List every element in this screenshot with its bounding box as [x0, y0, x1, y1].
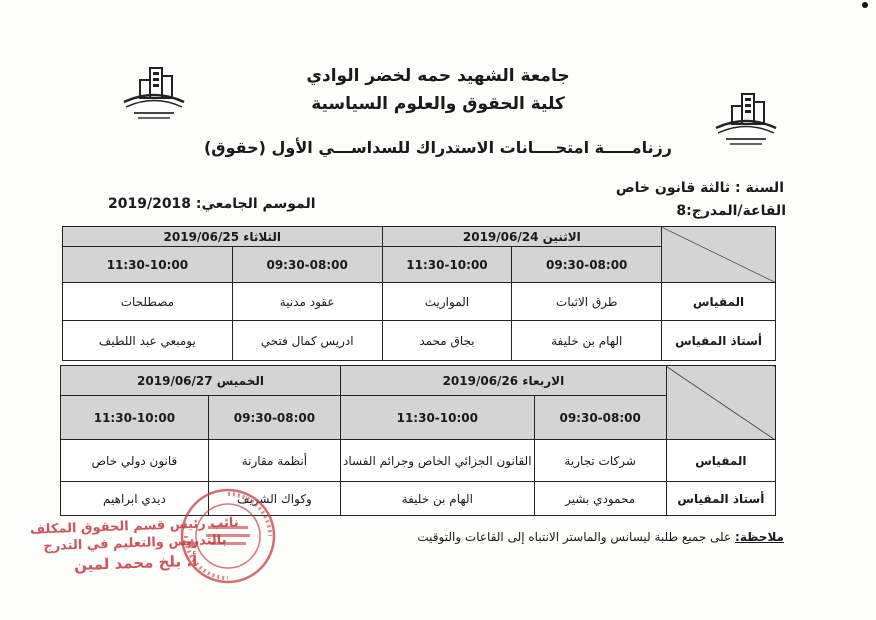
signature-line1: نائب رئيس قسم الحقوق المكلف — [29, 515, 239, 538]
time-cell: 09:30-08:00 — [512, 247, 662, 283]
note-label: ملاحظة: — [735, 530, 784, 544]
subject-cell: أنظمة مقارنة — [208, 440, 340, 482]
time-cell: 09:30-08:00 — [232, 247, 382, 283]
day-row — [63, 227, 776, 247]
document-title: رزنامـــــة امتحــــانات الاستدراك للسداســـي الأول (حقوق) — [203, 138, 673, 157]
hall-label: القاعة/المدرج:8 — [676, 203, 786, 219]
day-cell: الثلاثاء 2019/06/25 — [63, 227, 383, 247]
scan-dot — [862, 2, 868, 8]
day-row — [61, 366, 776, 396]
subject-row-label: المقياس — [666, 440, 775, 482]
subject-cell: مصطلحات — [63, 283, 233, 321]
time-cell: 09:30-08:00 — [208, 396, 340, 440]
professor-cell: يومبعي عبد اللطيف — [63, 321, 233, 361]
schedule-table-week2 — [60, 365, 776, 516]
subject-row — [63, 283, 776, 321]
professor-row-label: أستاذ المقياس — [662, 321, 776, 361]
day-cell: الاثنين 2019/06/24 — [382, 227, 662, 247]
subject-cell: عقود مدنية — [232, 283, 382, 321]
professor-row — [63, 321, 776, 361]
corner-cell — [666, 366, 775, 440]
subject-cell: المواريث — [382, 283, 512, 321]
year-label: السنة : ثالثة قانون خاص — [615, 180, 784, 196]
signature-line2: بالتدريس والتعليم في التدرج — [43, 532, 227, 555]
subject-cell: طرق الاثبات — [512, 283, 662, 321]
note-text: على جميع طلبة ليسانس والماستر الانتباه إلى القاعات والتوقيت — [417, 530, 732, 544]
subject-row-label: المقياس — [662, 283, 776, 321]
day-cell: الاربعاء 2019/06/26 — [341, 366, 667, 396]
corner-cell — [662, 227, 776, 283]
note — [417, 530, 784, 544]
subject-cell: قانون دولي خاص — [61, 440, 209, 482]
time-cell: 11:30-10:00 — [63, 247, 233, 283]
professor-cell: الهام بن خليفة — [512, 321, 662, 361]
signature-name: أ. بلخ محمد لمين — [73, 551, 198, 575]
professor-cell: ديدي ابراهيم — [61, 482, 209, 516]
subject-cell: القانون الجزائي الخاص وجرائم الفساد — [341, 440, 535, 482]
professor-cell: الهام بن خليفة — [341, 482, 535, 516]
subject-cell: شركات تجارية — [534, 440, 666, 482]
professor-row — [61, 482, 776, 516]
day-cell: الخميس 2019/06/27 — [61, 366, 341, 396]
professor-cell: وكواك الشريف — [208, 482, 340, 516]
signature-stamp — [3, 513, 267, 576]
professor-cell: محمودي بشير — [534, 482, 666, 516]
university-name: جامعة الشهيد حمه لخضر الوادي — [306, 66, 570, 86]
professor-cell: بجاق محمد — [382, 321, 512, 361]
faculty-name: كلية الحقوق والعلوم السياسية — [311, 94, 565, 114]
time-cell: 11:30-10:00 — [341, 396, 535, 440]
professor-row-label: أستاذ المقياس — [666, 482, 775, 516]
subject-row — [61, 440, 776, 482]
time-cell: 11:30-10:00 — [382, 247, 512, 283]
schedule-table-week1 — [62, 226, 776, 361]
time-cell: 09:30-08:00 — [534, 396, 666, 440]
professor-cell: ادريس كمال فتحي — [232, 321, 382, 361]
season-label: الموسم الجامعي: 2019/2018 — [108, 196, 316, 212]
time-cell: 11:30-10:00 — [61, 396, 209, 440]
